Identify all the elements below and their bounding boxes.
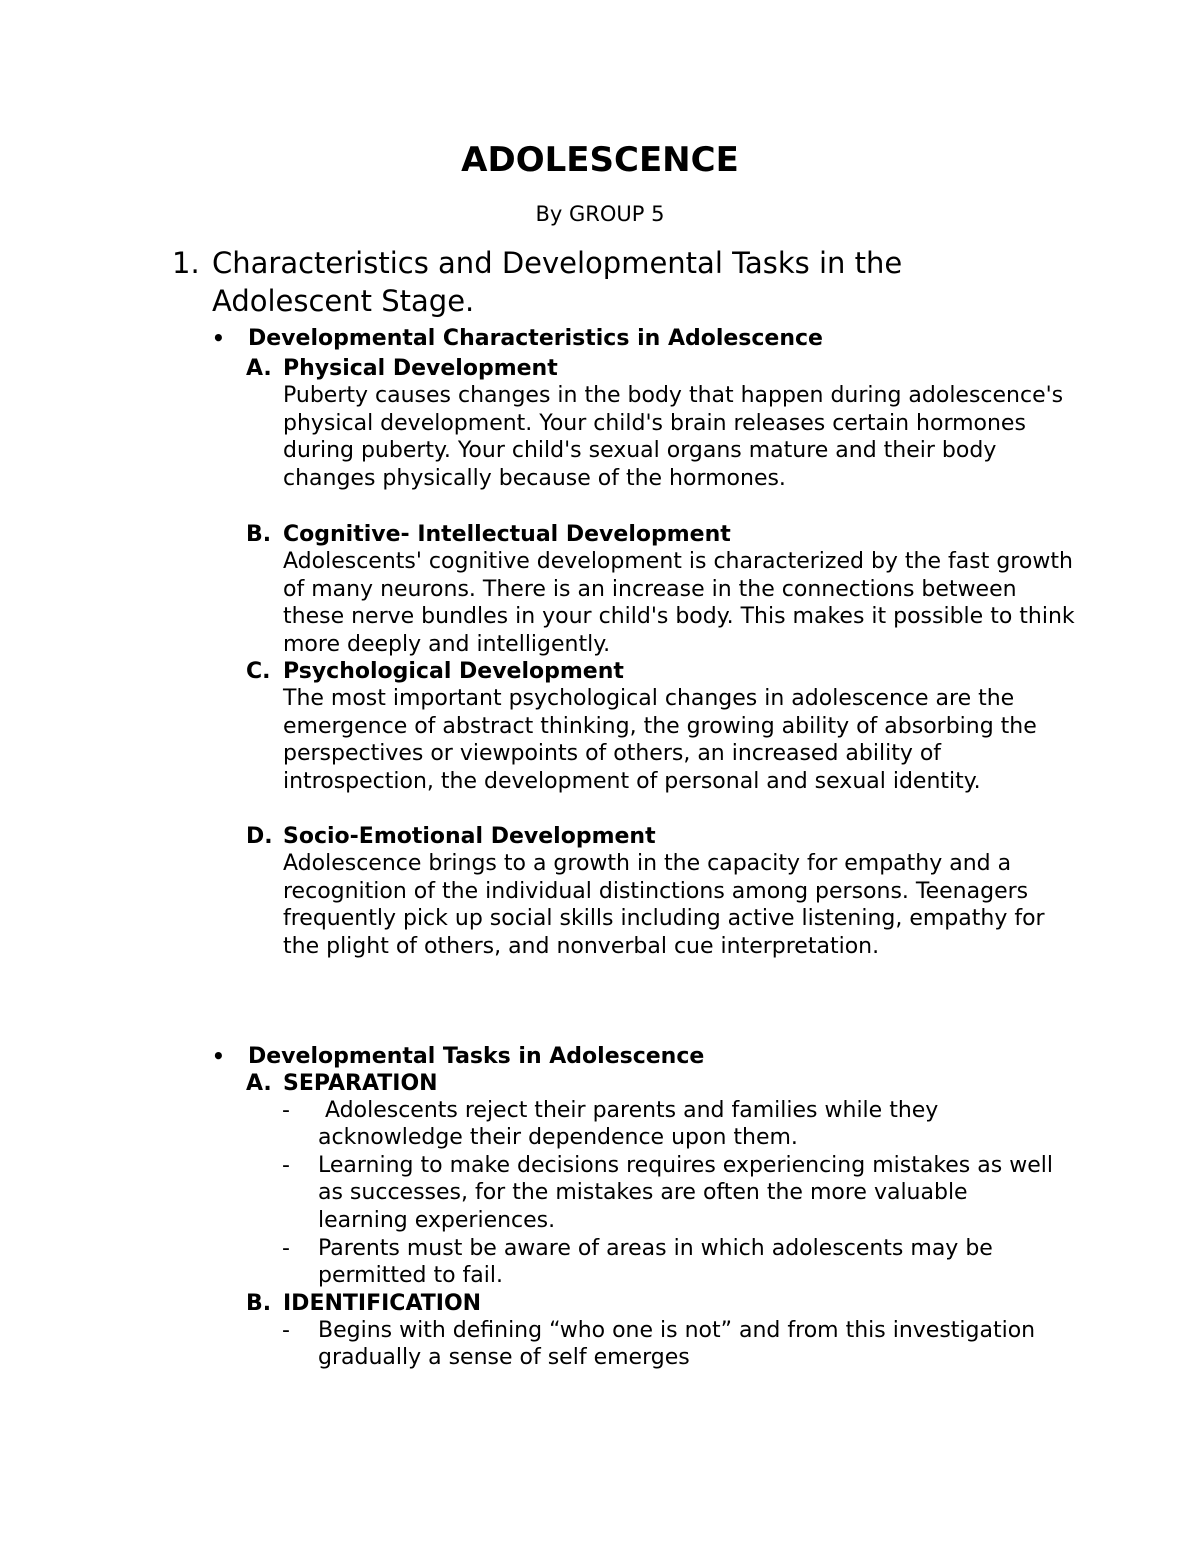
- subsection-label: A.: [246, 1071, 272, 1096]
- subsection-body: Adolescents' cognitive development is characterized by the fast growth of many neurons. There is an increase in the connections between these nerve bundles in your child's body. This makes it possible to think more deeply and intelligently.: [283, 549, 1075, 657]
- subsection-title: Psychological Development: [283, 659, 624, 684]
- list-item: [282, 1097, 1082, 1152]
- bullet-tasks: [212, 1043, 1112, 1071]
- dash-marker: -: [282, 1318, 290, 1343]
- bullet-heading: Developmental Tasks in Adolescence: [248, 1044, 705, 1069]
- bullet-heading: Developmental Characteristics in Adolescence: [248, 326, 823, 351]
- subsection-label: B.: [246, 1291, 272, 1316]
- subsection-body: Adolescence brings to a growth in the capacity for empathy and a recognition of the individual distinctions among persons. Teenagers frequently pick up social skills including active listening, empathy for the plight of others, and nonverbal cue interpretation.: [283, 851, 1045, 959]
- dash-marker: -: [282, 1236, 290, 1261]
- list-item-text: Learning to make decisions requires experiencing mistakes as well as successes, for the mistakes are often the more valuable learning experiences.: [318, 1153, 1053, 1233]
- subsection-title: Physical Development: [283, 356, 558, 381]
- subsection-title: SEPARATION: [283, 1071, 438, 1096]
- subsection-label: B.: [246, 522, 272, 547]
- section-heading-text: Characteristics and Developmental Tasks in the Adolescent Stage.: [212, 246, 903, 318]
- document-title: ADOLESCENCE: [461, 140, 739, 180]
- subsection-label: A.: [246, 356, 272, 381]
- document-subtitle: By GROUP 5: [535, 202, 665, 226]
- list-item: [282, 1317, 1082, 1372]
- subsection-title: Socio-Emotional Development: [283, 824, 656, 849]
- section-heading: [172, 244, 1052, 320]
- subsection-identification: [246, 1290, 1106, 1317]
- bullet-icon: •: [212, 326, 225, 350]
- list-item: [282, 1235, 1082, 1290]
- list-item-text: Parents must be aware of areas in which adolescents may be permitted to fail.: [318, 1236, 993, 1289]
- dash-marker: -: [282, 1098, 290, 1123]
- list-item: [282, 1152, 1082, 1234]
- subsection-label: C.: [246, 659, 271, 684]
- subsection-separation: [246, 1070, 1106, 1097]
- subsection-psychological: [246, 658, 1106, 795]
- subsection-socio-emotional: [246, 823, 1106, 960]
- section-number: 1.: [172, 246, 200, 280]
- bullet-characteristics: [212, 325, 1112, 353]
- subsection-body: Puberty causes changes in the body that happen during adolescence's physical development. Your child's brain releases certain hormones during puberty. Your child's sexual organs mature and their body changes physically because of the hormones.: [283, 383, 1064, 491]
- subsection-body: The most important psychological changes in adolescence are the emergence of abstract thinking, the growing ability of absorbing the perspectives or viewpoints of others, an increased ability of introspection, the development of personal and sexual identity.: [283, 686, 1037, 794]
- subsection-label: D.: [246, 824, 273, 849]
- subsection-cognitive: [246, 521, 1106, 658]
- subsection-physical: [246, 355, 1106, 492]
- list-item-text: Begins with defining “who one is not” and from this investigation gradually a sense of self emerges: [318, 1318, 1036, 1371]
- subsection-title: Cognitive- Intellectual Development: [283, 522, 731, 547]
- bullet-icon: •: [212, 1044, 225, 1068]
- subsection-title: IDENTIFICATION: [283, 1291, 482, 1316]
- list-item-text: Adolescents reject their parents and families while they acknowledge their dependence upon them.: [318, 1098, 946, 1151]
- dash-marker: -: [282, 1153, 290, 1178]
